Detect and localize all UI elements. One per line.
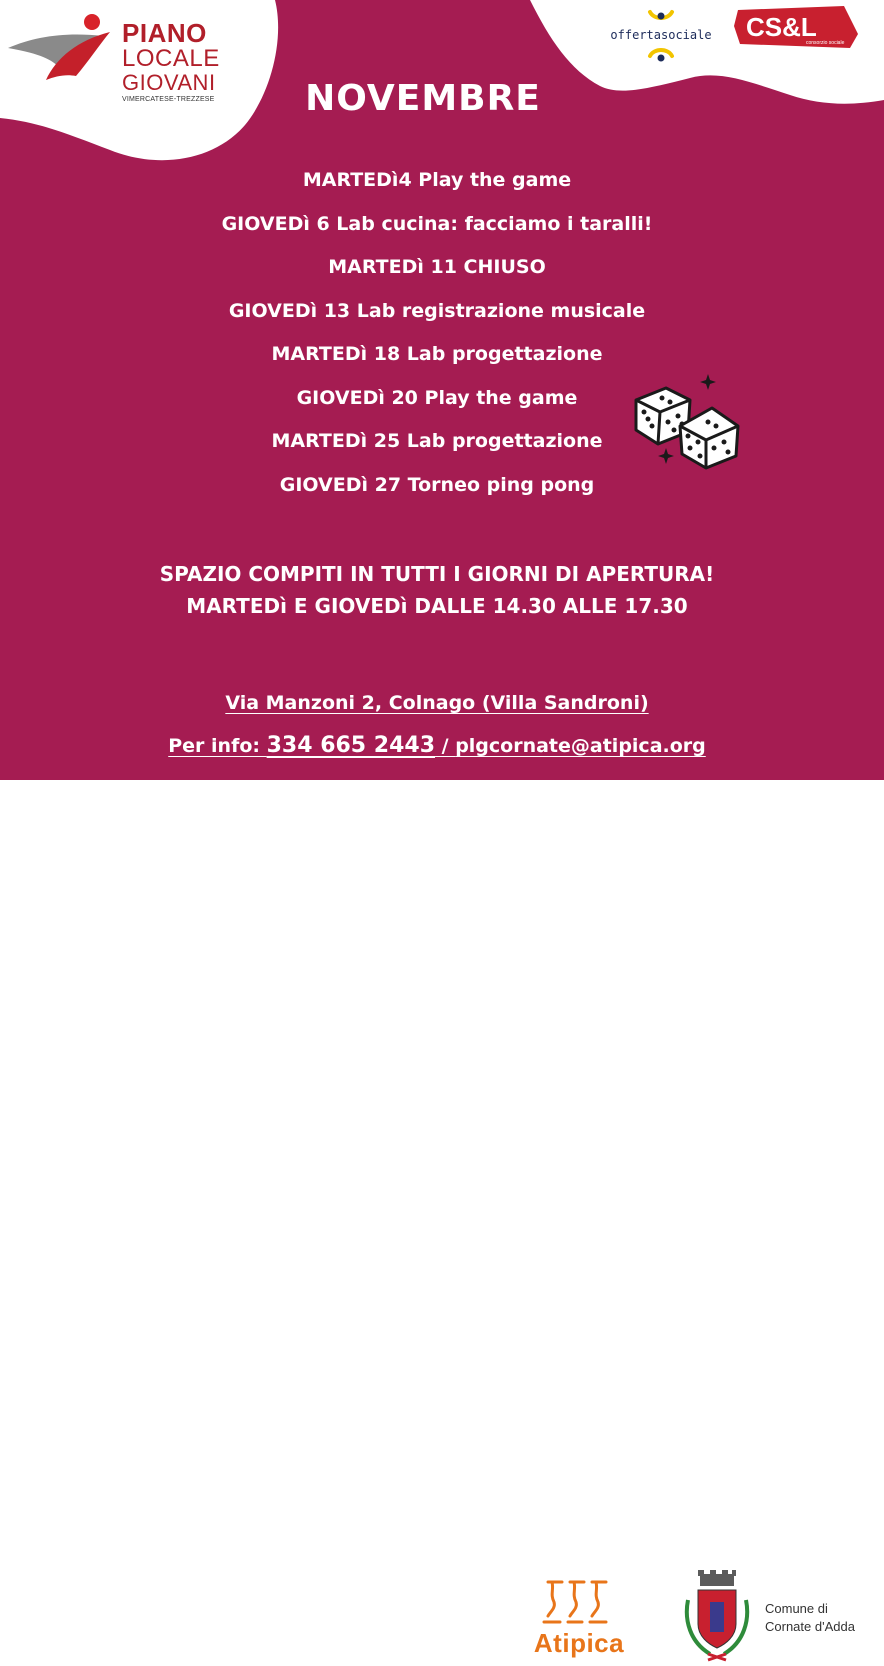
atipica-logo xyxy=(520,1572,640,1664)
comune-label xyxy=(765,1600,855,1636)
event-item: GIOVEDì 20 Play the game xyxy=(296,386,578,409)
event-item: MARTEDì 25 Lab progettazione xyxy=(271,430,603,452)
event-item: GIOVEDì 6 Lab cucina: facciamo i taralli! xyxy=(221,212,653,235)
comune-line1: Comune di xyxy=(765,1601,828,1616)
study-space-notice xyxy=(0,558,874,622)
info-prefix: Per info: xyxy=(168,735,267,757)
event-item: MARTEDì4 Play the game xyxy=(302,169,572,191)
csl-logo-text: CS&L xyxy=(746,12,817,42)
atipica-text: Atipica xyxy=(533,1628,625,1658)
poster xyxy=(0,0,884,780)
dice-icon xyxy=(628,370,748,474)
address xyxy=(0,688,874,718)
footer xyxy=(0,780,884,1658)
event-item: GIOVEDì 13 Lab registrazione musicale xyxy=(228,299,646,322)
phone-link[interactable]: 334 665 2443 xyxy=(266,733,436,758)
info-separator: / xyxy=(435,735,456,757)
email-link[interactable]: plgcornate@atipica.org xyxy=(455,735,706,757)
event-item: GIOVEDì 27 Torneo ping pong xyxy=(279,473,595,496)
plg-subtitle: VIMERCATESE-TREZZESE xyxy=(122,96,215,103)
study-space-line1: SPAZIO COMPITI IN TUTTI I GIORNI DI APERTURA! xyxy=(159,562,715,586)
event-item: MARTEDì 11 CHIUSO xyxy=(328,256,546,278)
study-space-line2: MARTEDì E GIOVEDì DALLE 14.30 ALLE 17.30 xyxy=(186,594,688,618)
contact-info xyxy=(0,730,874,762)
offertasociale-logo xyxy=(600,8,722,64)
csl-logo xyxy=(732,4,860,52)
plg-line3: GIOVANI xyxy=(122,70,216,95)
csl-tagline: consorzio sociale xyxy=(806,40,845,46)
offertasociale-text: offertasociale xyxy=(610,28,712,42)
month-title: NOVEMBRE xyxy=(305,78,541,119)
address-text: Via Manzoni 2, Colnago (Villa Sandroni) xyxy=(225,692,649,714)
comune-line2: Cornate d'Adda xyxy=(765,1619,855,1634)
atipica-mark xyxy=(520,1572,640,1632)
plg-line2: LOCALE xyxy=(122,45,220,72)
plg-line1: PIANO xyxy=(122,18,207,48)
event-item: MARTEDì 18 Lab progettazione xyxy=(271,343,603,365)
crest-icon xyxy=(680,1570,754,1666)
